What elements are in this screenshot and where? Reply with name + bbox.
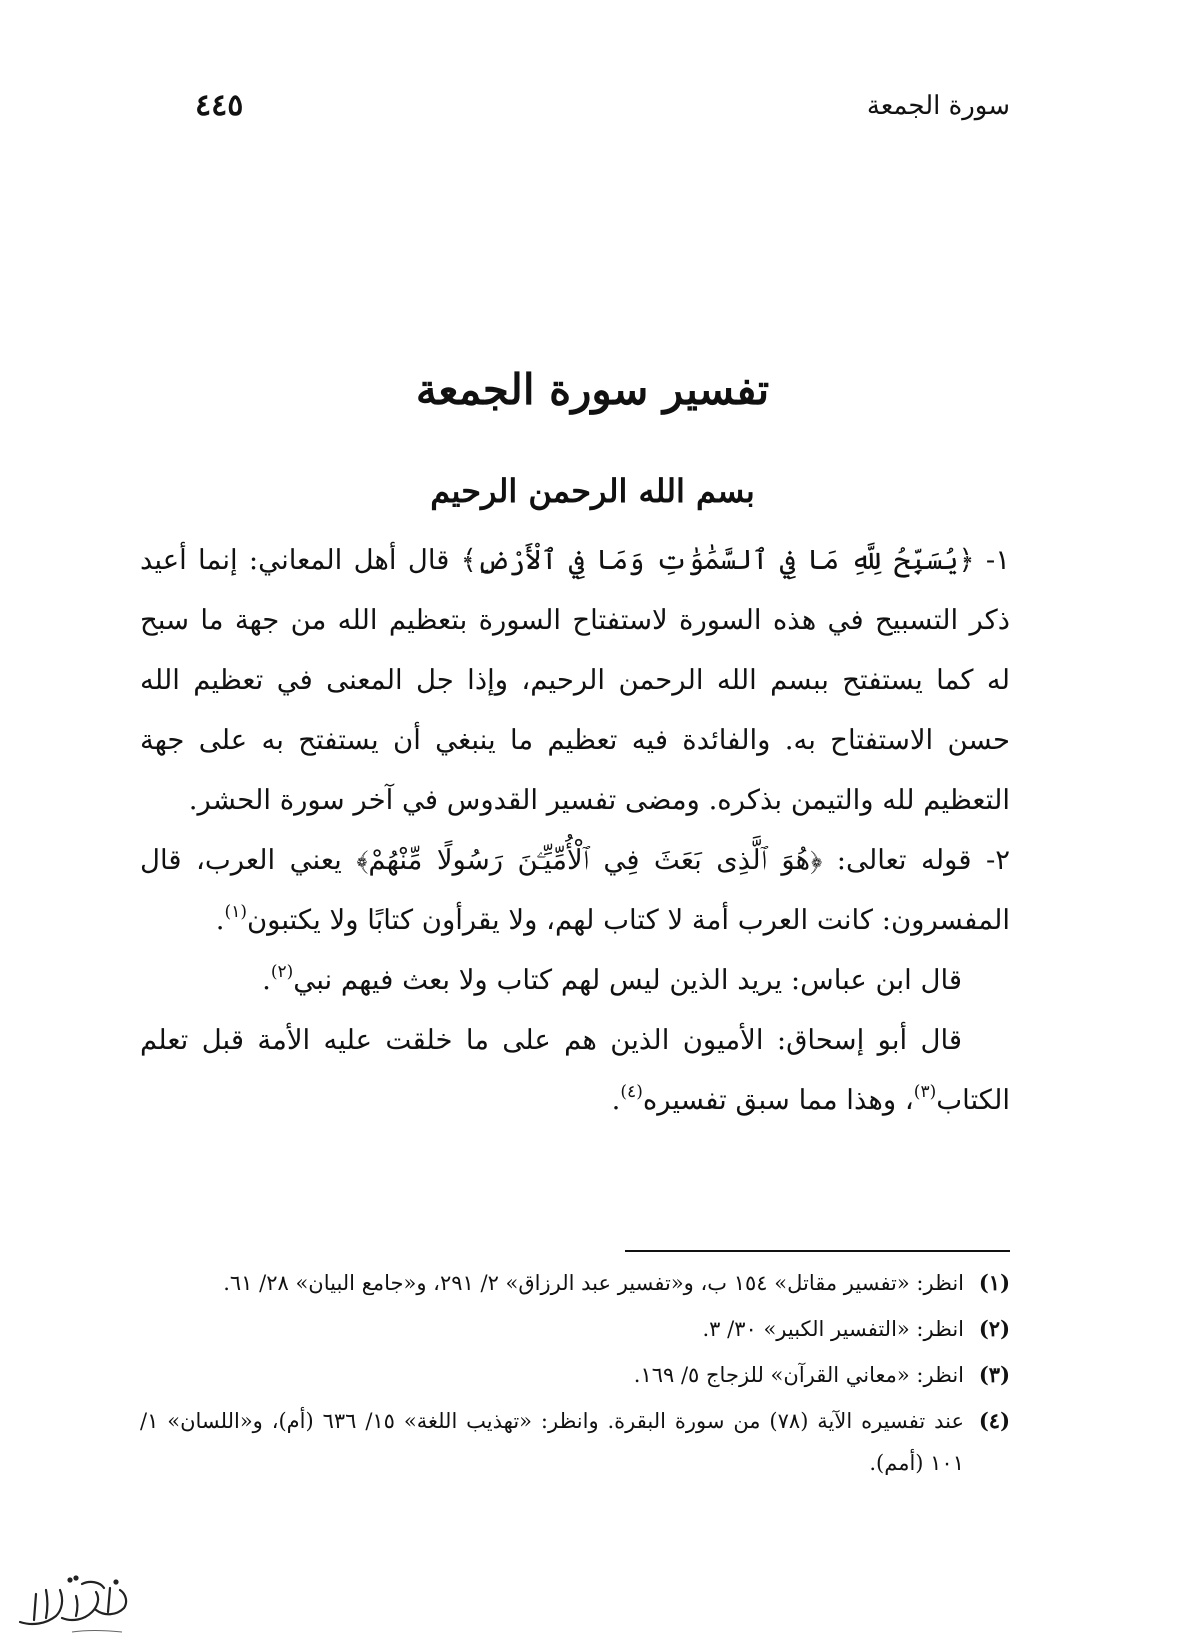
commentary-text: يعني العرب، قال المفسرون: كانت العرب أمة لا كتاب لهم، ولا يقرأون كتابًا ولا يكتبون [140,844,1010,936]
commentary-text: ، وهذا مما سبق تفسيره [642,1084,914,1116]
commentary-text: قال ابن عباس: يريد الذين ليس لهم كتاب ولا بعث فيهم نبي [293,964,962,996]
footnote-item [140,1308,1010,1350]
basmala-heading: بسم الله الرحمن الرحيم [430,472,755,510]
commentary-text: قال أبو إسحاق: الأميون الذين هم على ما خلقت عليه الأمة قبل تعلم الكتاب [140,1024,1010,1116]
calligraphy-watermark-logo [12,1560,134,1638]
paragraph-verse-1 [140,530,1010,830]
footnote-number: (٢) [978,1316,1010,1341]
footnote-item [140,1400,1010,1484]
sentence-end: . [611,1084,621,1116]
footnote-number: (١) [978,1270,1010,1295]
footnote-reference[interactable]: (٤) [620,1082,643,1102]
running-header-surah-name: سورة الجمعة [866,91,1010,121]
quran-verse: ﴿يُسَبِّحُ لِلَّهِ مَا فِي ٱلسَّمَٰوَٰتِ وَمَا فِي ٱلْأَرْضِ﴾ [460,544,975,576]
footnote-reference[interactable]: (٣) [913,1082,937,1102]
footnote-text: انظر: «معاني القرآن» للزجاج ٥/ ١٦٩. [633,1363,964,1387]
commentary-text: قال أهل المعاني: إنما أعيد ذكر التسبيح في هذه السورة لاستفتاح السورة بتعظيم الله من جهة ما سبح له كما يستفتح ببسم الله الرحمن الرحيم، وإذا جل المعنى في تعظيم الله حسن الاستفتاح به. والفائدة فيه تعظيم ما ينبغي أن يستفتح به على جهة التعظيم لله والتيمن بذكره. ومضى تفسير القدوس في آخر سورة الحشر. [140,544,1010,816]
sentence-end: . [215,904,225,936]
footnote-text: انظر: «التفسير الكبير» ٣٠/ ٣. [702,1317,964,1341]
footnote-reference[interactable]: (٢) [270,962,294,982]
sentence-end: . [262,964,271,996]
footnote-text: عند تفسيره الآية (٧٨) من سورة البقرة. وانظر: «تهذيب اللغة» ١٥/ ٦٣٦ (أم)، و«اللسان» ١/ ١٠١ (أمم). [140,1409,964,1475]
footnote-text: انظر: «تفسير مقاتل» ١٥٤ ب، و«تفسير عبد الرزاق» ٢/ ٢٩١، و«جامع البيان» ٢٨/ ٦١. [223,1271,964,1295]
paragraph-ibn-abbas [140,950,1010,1010]
footnote-number: (٣) [978,1362,1010,1387]
page-number: ٤٤٥ [195,88,244,123]
chapter-title: تفسير سورة الجمعة [415,365,770,414]
commentary-body [140,530,1010,1130]
footnote-reference[interactable]: (١) [224,902,247,922]
verse-number: ١- [974,544,1010,576]
verse-number: ٢- قوله تعالى: [822,844,1011,876]
quran-verse: ﴿هُوَ ٱلَّذِى بَعَثَ فِي ٱلْأُمِّيِّـۧنَ رَسُولًا مِّنْهُمْ﴾ [356,844,823,876]
footnote-number: (٤) [978,1408,1010,1433]
footnote-item [140,1262,1010,1304]
footnote-separator [625,1250,1010,1252]
paragraph-abu-ishaq [140,1010,1010,1130]
running-header [175,86,1010,130]
paragraph-verse-2 [140,830,1010,950]
footnotes [140,1262,1010,1484]
footnote-item [140,1354,1010,1396]
